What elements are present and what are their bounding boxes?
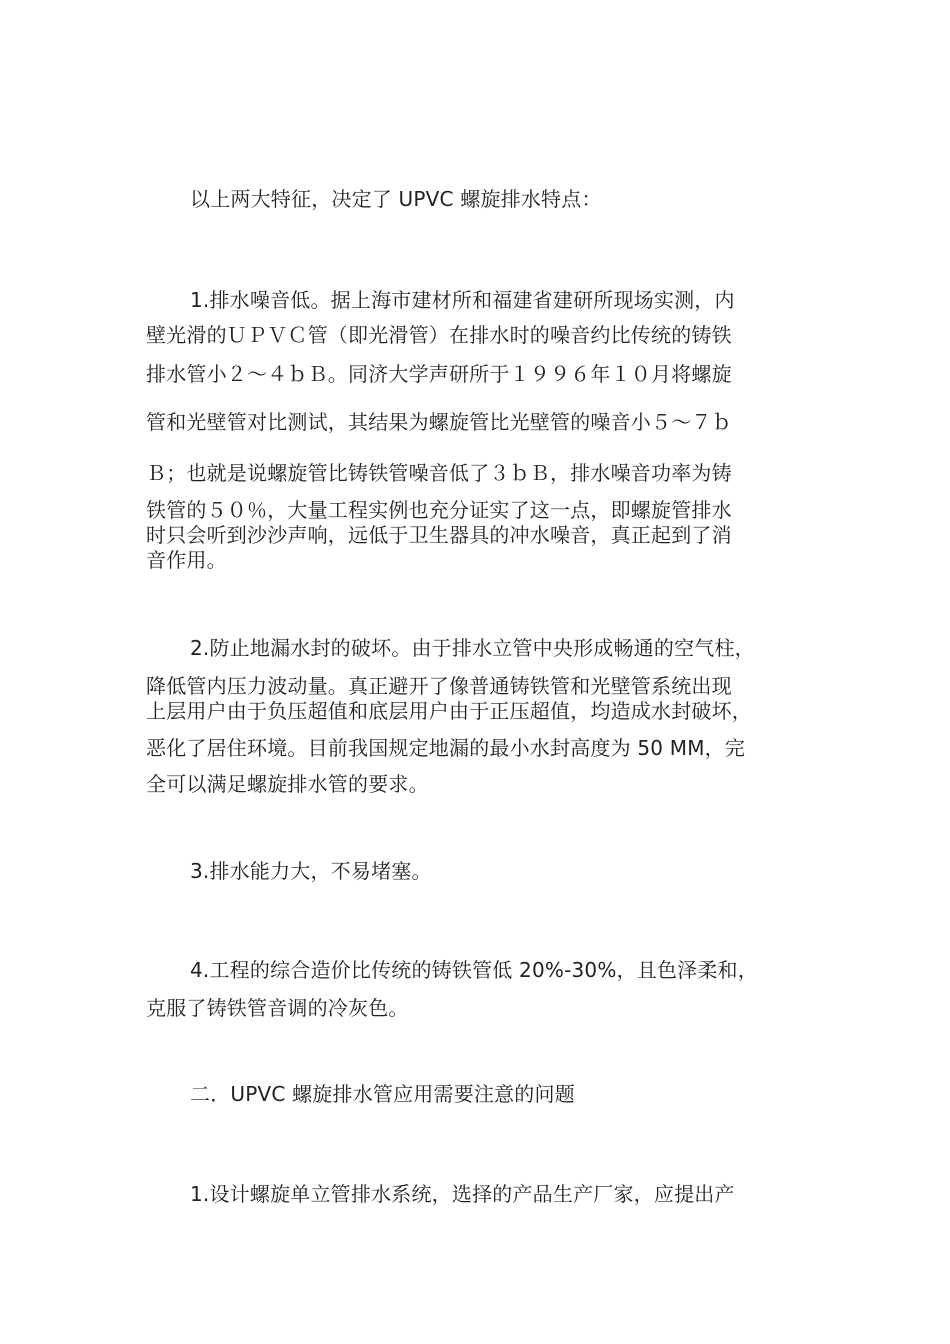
point2-line-5: 全可以满足螺旋排水管的要求。: [146, 772, 429, 796]
point1-line-1: 1.排水噪音低。据上海市建材所和福建省建研所现场实测，内: [190, 288, 735, 312]
point2-line-1: 2.防止地漏水封的破坏。由于排水立管中央形成畅通的空气柱，: [190, 636, 755, 660]
point2-line-2: 降低管内压力波动量。真正避开了像普通铸铁管和光壁管系统出现: [146, 674, 732, 698]
section2-heading: 二．UPVC 螺旋排水管应用需要注意的问题: [190, 1082, 575, 1106]
point2-line-3: 上层用户由于负压超值和底层用户由于正压超值，均造成水封破坏，: [146, 699, 752, 723]
point1-line-7: 时只会听到沙沙声响，远低于卫生器具的冲水噪音，真正起到了消: [146, 523, 732, 547]
point1-line-8: 音作用。: [146, 548, 227, 572]
point1-line-5: Ｂ；也就是说螺旋管比铸铁管噪音低了３ｂＢ，排水噪音功率为铸: [146, 461, 732, 485]
point1-line-4: 管和光壁管对比测试，其结果为螺旋管比光壁管的噪音小５～７ｂ: [146, 410, 732, 434]
point4-line-2: 克服了铸铁管音调的冷灰色。: [146, 996, 409, 1020]
intro-paragraph: 以上两大特征，决定了 UPVC 螺旋排水特点：: [190, 187, 602, 211]
point1-line-3: 排水管小２～４ｂＢ。同济大学声研所于１９９６年１０月将螺旋: [146, 362, 732, 386]
point3-paragraph: 3.排水能力大，不易堵塞。: [190, 859, 432, 883]
point4-line-1: 4.工程的综合造价比传统的铸铁管低 20%-30%，且色泽柔和，: [190, 958, 758, 982]
point1-line-6: 铁管的５０％，大量工程实例也充分证实了这一点，即螺旋管排水: [146, 498, 732, 522]
point1-line-2: 壁光滑的ＵＰＶＣ管（即光滑管）在排水时的噪音约比传统的铸铁: [146, 323, 732, 347]
point2-line-4: 恶化了居住环境。目前我国规定地漏的最小水封高度为 50 MM，完: [146, 736, 746, 760]
section2-item1-line-1: 1.设计螺旋单立管排水系统，选择的产品生产厂家，应提出产: [190, 1182, 735, 1206]
